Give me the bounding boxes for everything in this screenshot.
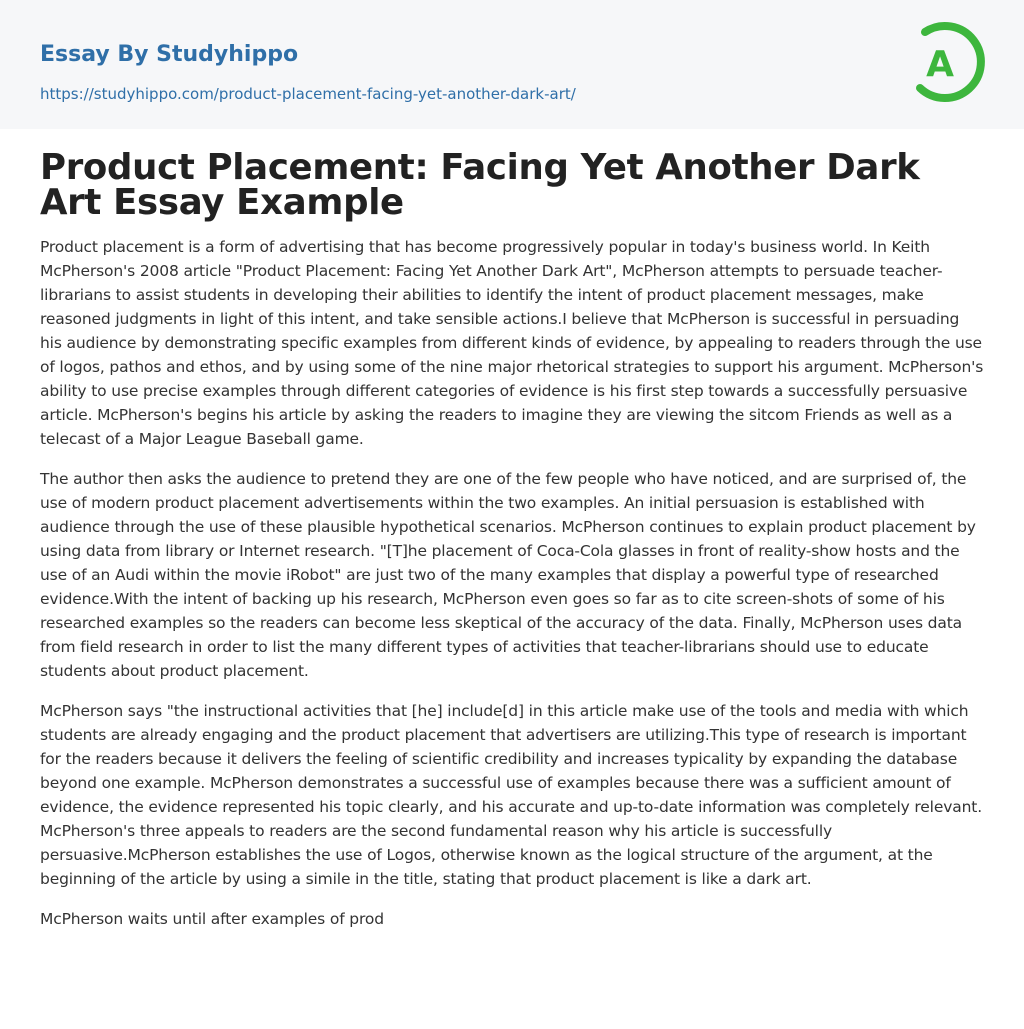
article-body <box>0 147 1024 931</box>
site-brand[interactable]: Essay By Studyhippo <box>40 42 299 67</box>
studyhippo-logo-icon[interactable] <box>910 18 988 106</box>
logo-letter: A <box>926 44 954 85</box>
article-paragraph-3: McPherson says "the instructional activities that [he] include[d] in this article make use of the tools and media with which students are already engaging and the product placement that advertisers are utilizing.This type of research is important for the readers because it delivers the feeling of scientific credibility and increases typicality by expanding the database beyond one example. McPherson demonstrates a successful use of examples because there was a sufficient amount of evidence, the evidence represented his topic clearly, and his accurate and up-to-date information was completely relevant. McPherson's three appeals to readers are the second fundamental reason why his article is successfully persuasive.McPherson establishes the use of Logos, otherwise known as the logical structure of the argument, at the beginning of the article by using a simile in the title, stating that product placement is like a dark art. <box>40 702 982 888</box>
article-url-link[interactable]: https://studyhippo.com/product-placement-facing-yet-another-dark-art/ <box>40 85 576 103</box>
article-paragraph-4: McPherson waits until after examples of prod <box>40 910 384 928</box>
article-paragraph-1: Product placement is a form of advertising that has become progressively popular in today's business world. In Keith McPherson's 2008 article "Product Placement: Facing Yet Another Dark Art", McPherson attempts to persuade teacher-librarians to assist students in developing their abilities to identify the intent of product placement messages, make reasoned judgments in light of this intent, and take sensible actions.I believe that McPherson is successful in persuading his audience by demonstrating specific examples from different kinds of evidence, by appealing to readers through the use of logos, pathos and ethos, and by using some of the nine major rhetorical strategies to support his argument. McPherson's ability to use precise examples through different categories of evidence is his first step towards a successfully persuasive article. McPherson's begins his article by asking the readers to imagine they are viewing the sitcom Friends as well as a telecast of a Major League Baseball game. <box>40 238 984 448</box>
article-paragraph-2: The author then asks the audience to pretend they are one of the few people who have noticed, and are surprised of, the use of modern product placement advertisements within the two examples. An initial persuasion is established with audience through the use of these plausible hypothetical scenarios. McPherson continues to explain product placement by using data from library or Internet research. "[T]he placement of Coca-Cola glasses in front of reality-show hosts and the use of an Audi within the movie iRobot" are just two of the many examples that display a powerful type of researched evidence.With the intent of backing up his research, McPherson even goes so far as to cite screen-shots of some of his researched examples so the readers can become less skeptical of the accuracy of the data. Finally, McPherson uses data from field research in order to list the many different types of activities that teacher-librarians should use to educate students about product placement. <box>40 470 976 680</box>
article-title: Product Placement: Facing Yet Another Dark Art Essay Example <box>40 147 920 223</box>
site-header <box>0 0 1024 129</box>
